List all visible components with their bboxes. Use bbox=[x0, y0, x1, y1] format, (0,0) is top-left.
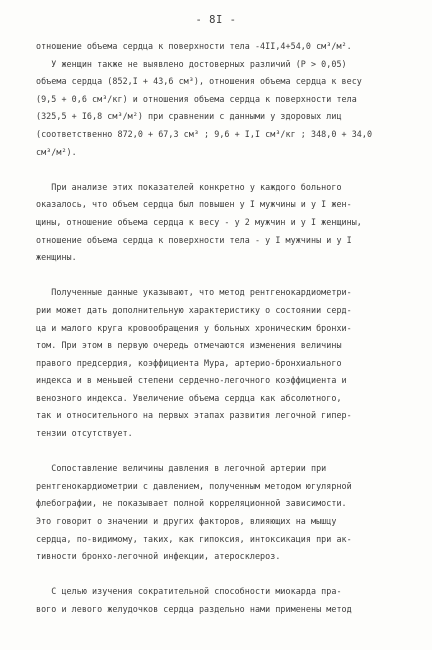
text-line: щины, отношение объема сердца к весу - у 2 мужчин и у I женщины, bbox=[36, 216, 362, 227]
text-line: При анализе этих показателей конкретно у каждого больного bbox=[36, 181, 342, 192]
text-line: Полученные данные указывают, что метод рентгенокардиометри- bbox=[36, 287, 352, 298]
text-line: рентгенокардиометрии с давлением, полученным методом югулярной bbox=[36, 480, 352, 491]
text-line: объема сердца (852,I + 43,6 см³), отношения объема сердца к весу bbox=[36, 76, 362, 87]
text-line: тензии отсутствует. bbox=[36, 428, 133, 439]
text-line: флебографии, не показывает полной корреляционной зависимости. bbox=[36, 498, 347, 509]
page-number: - 8I - bbox=[195, 14, 237, 26]
text-line: рии может дать дополнительную характеристику о состоянии серд- bbox=[36, 304, 352, 315]
text-line: отношение объема сердца к поверхности тела -4II,4+54,0 см³/м². bbox=[36, 41, 352, 51]
text-line: У женщин также не выявлено достоверных различий (Р > 0,05) bbox=[36, 58, 347, 69]
paragraph-1 bbox=[36, 38, 408, 161]
text-line: том. При этом в первую очередь отмечаются изменения величины bbox=[36, 340, 342, 351]
text-line: ца и малого круга кровообращения у больных хроническим бронхи- bbox=[36, 322, 352, 333]
text-line: Сопоставление величины давления в легочной артерии при bbox=[36, 463, 327, 474]
text-line: отношение объема сердца к поверхности тела - у I мужчины и у I bbox=[36, 234, 352, 245]
paragraph-2 bbox=[36, 179, 408, 267]
text-line: (соответственно 872,0 + 67,3 см³ ; 9,6 + I,I см³/кг ; 348,0 + 34,0 bbox=[36, 128, 373, 139]
paragraph-4 bbox=[36, 460, 408, 566]
text-line: (325,5 + I6,8 см³/м²) при сравнении с данными у здоровых лиц bbox=[36, 111, 342, 122]
text-line: правого предсердия, коэффициента Мура, артерио-бронхиального bbox=[36, 357, 342, 368]
text-line: тивности бронхо-легочной инфекции, атеросклероз. bbox=[36, 551, 281, 562]
text-line: Это говорит о значении и других факторов, влияющих на мышцу bbox=[36, 516, 337, 527]
text-line: (9,5 + 0,6 см³/кг) и отношения объема сердца к поверхности тела bbox=[36, 93, 357, 104]
text-line: венозного индекса. Увеличение объема сердца как абсолютного, bbox=[36, 392, 342, 403]
paragraph-3 bbox=[36, 284, 408, 442]
paragraph-5 bbox=[36, 583, 408, 618]
text-line: женщины. bbox=[36, 252, 77, 263]
document-body bbox=[36, 38, 408, 619]
text-line: оказалось, что объем сердца был повышен у I мужчины и у I жен- bbox=[36, 199, 352, 210]
text-line: индекса и в меньшей степени сердечно-легочного коэффициента и bbox=[36, 375, 347, 386]
text-line: вого и левого желудочков сердца раздельно нами применены метод bbox=[36, 604, 352, 614]
text-line: С целью изучения сократительной способности миокарда пра- bbox=[36, 586, 342, 597]
text-line: так и относительного на первых этапах развития легочной гипер- bbox=[36, 410, 352, 421]
text-line: сердца, по-видимому, таких, как гипоксия, интоксикация при ак- bbox=[36, 533, 352, 544]
text-line: см³/м²). bbox=[36, 146, 77, 157]
